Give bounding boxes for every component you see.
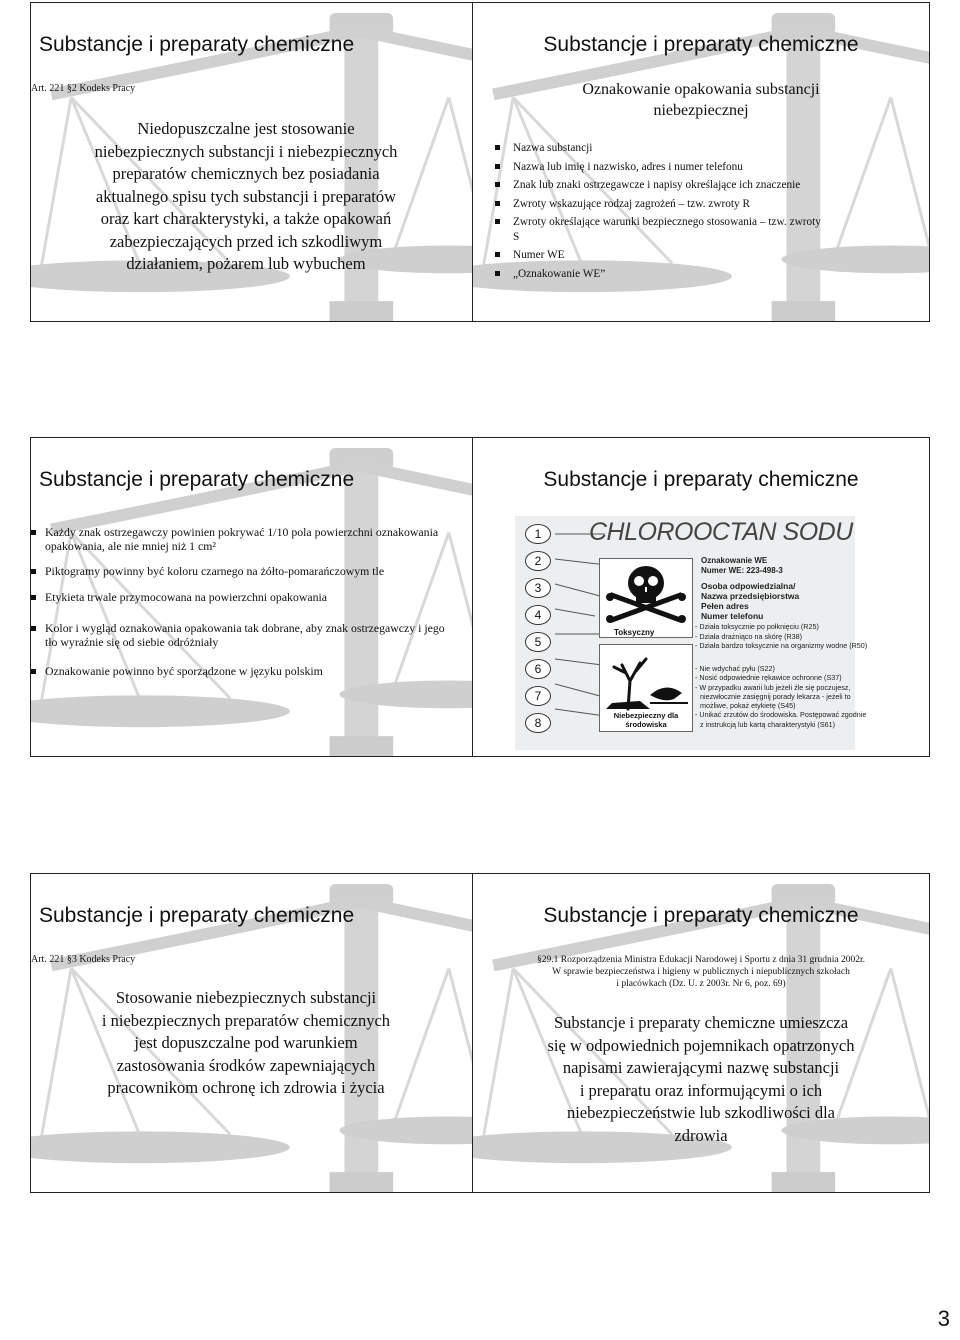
slide-title: Substancje i preparaty chemiczne: [543, 904, 859, 927]
bullet-list: [495, 141, 825, 281]
bullet-text: „Oznakowanie WE”: [513, 267, 606, 280]
s-phrase: - Nosić odpowiednie rękawice ochronne (S37): [695, 673, 842, 683]
bullet-icon: [495, 252, 500, 257]
slide-body: [473, 1012, 929, 1147]
s-phrase: z instrukcją lub kartą charakterystyki (S61): [700, 719, 836, 729]
bullet-icon: [31, 626, 36, 631]
list-item: [495, 160, 825, 175]
product-name: CHLOROOCTAN SODU: [589, 518, 853, 546]
s-phrase: możliwe, pokaż etykietę (S45): [700, 701, 796, 711]
slide-body: [31, 987, 461, 1100]
bullet-text: Nazwa substancji: [513, 142, 593, 154]
slide-2: [472, 2, 930, 322]
bullet-text: Etykieta trwale przymocowana na powierzchni opakowania: [45, 589, 328, 604]
env-caption-line: Niebezpieczny dla: [613, 711, 679, 720]
slide-6: [472, 873, 930, 1193]
we-heading: Oznakowanie WE: [701, 556, 768, 565]
s-phrase: - Unikać zrzutów do środowiska. Postępować zgodnie: [695, 710, 867, 720]
r-phrase: - Działa drażniąco na skórę (R38): [695, 631, 803, 641]
list-item: [495, 178, 825, 193]
slide-title: Substancje i preparaty chemiczne: [39, 468, 355, 491]
list-item: [31, 622, 451, 649]
toxic-caption: Toksyczny: [614, 628, 655, 637]
bullet-text: Numer WE: [513, 249, 565, 261]
list-item: [31, 591, 451, 605]
body-line: Stosowanie niebezpiecznych substancji: [115, 988, 377, 1007]
responsible-line: Pełen adres: [701, 601, 749, 611]
body-line: aktualnego spisu tych substancji i preparatów: [95, 186, 397, 206]
number-circle: 7: [525, 686, 551, 706]
bullet-list: [31, 526, 451, 679]
list-item: [31, 665, 451, 679]
slide-body: [31, 118, 461, 276]
bullet-text: Każdy znak ostrzegawczy powinien pokrywać 1/10 pola powierzchni oznakowania opakowania, ale nie mniej niż 1 cm²: [45, 525, 439, 553]
body-line: napisami zawierającymi nazwę substancji: [562, 1058, 840, 1077]
bullet-text: Zwroty wskazujące rodzaj zagrożeń – tzw. zwroty R: [513, 197, 751, 210]
list-item: [31, 526, 451, 553]
body-line: zdrowia: [674, 1125, 728, 1145]
list-item: [31, 565, 451, 579]
bullet-icon: [495, 182, 500, 187]
body-line: niebezpiecznych substancji i niebezpiecznych: [94, 141, 398, 161]
body-line: jest dopuszczalne pod warunkiem: [134, 1033, 358, 1052]
body-line: oraz kart charakterystyki, a także opakowań: [100, 209, 392, 228]
slide-title: Substancje i preparaty chemiczne: [39, 904, 355, 927]
slide-title: Substancje i preparaty chemiczne: [39, 33, 355, 56]
slide-title: Substancje i preparaty chemiczne: [543, 33, 859, 56]
legal-reference: [473, 954, 929, 990]
number-circle: 2: [525, 551, 551, 571]
body-line: preparatów chemicznych bez posiadania: [112, 164, 380, 183]
body-line: działaniem, pożarem lub wybuchem: [126, 254, 366, 273]
list-item: [495, 267, 825, 282]
list-item: [495, 215, 825, 244]
body-line: zastosowania środków zapewniających: [116, 1055, 376, 1075]
bullet-icon: [31, 669, 36, 674]
number-circle: 8: [525, 713, 551, 733]
list-item: [495, 197, 825, 212]
bullet-text: Zwroty określające warunki bezpiecznego stosowania – tzw. zwroty S: [513, 216, 821, 243]
subtitle-line: niebezpiecznej: [653, 102, 749, 119]
number-circle: 6: [525, 659, 551, 679]
slide-1: [30, 2, 488, 322]
r-phrase: - Działa toksycznie po połknięciu (R25): [695, 622, 819, 631]
bullet-icon: [31, 569, 36, 574]
list-item: [495, 248, 825, 263]
bullet-icon: [495, 201, 500, 206]
slide-title: Substancje i preparaty chemiczne: [543, 468, 859, 491]
slide-3: [30, 437, 488, 757]
number-circle: 1: [525, 524, 551, 544]
reference-line: W sprawie bezpieczeństwa i higieny w publicznych i niepublicznych szkołach: [552, 967, 850, 977]
bullet-icon: [31, 595, 36, 600]
body-line: Niedopuszczalne jest stosowanie: [137, 119, 355, 138]
slide-subtitle: [473, 79, 929, 121]
page-number: 3: [937, 1306, 950, 1331]
body-line: pracownikom ochronę ich zdrowia i życia: [107, 1078, 385, 1097]
reference-line: §29.1 Rozporządzenia Ministra Edukacji Narodowej i Sportu z dnia 31 grudnia 2002r.: [537, 955, 865, 965]
slide-4: [472, 437, 930, 757]
bullet-icon: [495, 271, 500, 276]
bullet-icon: [495, 164, 500, 169]
subtitle-line: Oznakowanie opakowania substancji: [582, 81, 820, 98]
s-phrase: niezwłocznie zasięgnij porady lekarza - jeżeli to: [700, 691, 851, 701]
list-item: [495, 141, 825, 156]
s-phrase: - Nie wdychać pyłu (S22): [695, 664, 775, 673]
bullet-text: Nazwa lub imię i nazwisko, adres i numer telefonu: [513, 160, 743, 173]
body-line: Substancje i preparaty chemiczne umieszcza: [553, 1013, 849, 1032]
r-phrase: - Działa bardzo toksycznie na organizmy wodne (R50): [695, 641, 868, 650]
body-line: i niebezpiecznych preparatów chemicznych: [101, 1010, 391, 1030]
responsible-line: Nazwa przedsiębiorstwa: [701, 591, 800, 601]
number-circle: 4: [525, 605, 551, 625]
body-line: i preparatu oraz informującymi o ich: [579, 1080, 823, 1100]
number-circle: 5: [525, 632, 551, 652]
responsible-line: Osoba odpowiedzialna/: [701, 581, 796, 591]
bullet-icon: [495, 145, 500, 150]
slide-5: [30, 873, 488, 1193]
body-line: niebezpieczeństwie lub szkodliwości dla: [566, 1103, 836, 1122]
legal-reference: Art. 221 §2 Kodeks Pracy: [31, 83, 136, 94]
bullet-text: Kolor i wygląd oznakowania opakowania tak dobrane, aby znak ostrzegawczy i jego tło wyraźnie się od siebie odróżniały: [45, 621, 445, 649]
bullet-text: Piktogramy powinny być koloru czarnego na żółto-pomarańczowym tle: [45, 564, 385, 578]
bullet-icon: [31, 530, 36, 535]
s-phrase: - W przypadku awarii lub jeżeli źle się poczujesz,: [695, 682, 851, 692]
responsible-line: Numer telefonu: [701, 611, 764, 621]
body-line: zabezpieczających przed ich szkodliwym: [109, 231, 383, 251]
bullet-text: Znak lub znaki ostrzegawcze i napisy określające ich znaczenie: [513, 179, 801, 191]
body-line: się w odpowiednich pojemnikach opatrzonych: [547, 1035, 855, 1055]
we-number: Numer WE: 223-498-3: [701, 566, 783, 575]
env-caption-line: środowiska: [625, 720, 667, 729]
bullet-text: Oznakowanie powinno być sporządzone w języku polskim: [45, 664, 323, 678]
bullet-icon: [495, 219, 500, 224]
legal-reference: Art. 221 §3 Kodeks Pracy: [31, 954, 136, 965]
number-circle: 3: [525, 578, 551, 598]
reference-line: i placówkach (Dz. U. z 2003r. Nr 6, poz. 69): [616, 979, 786, 989]
